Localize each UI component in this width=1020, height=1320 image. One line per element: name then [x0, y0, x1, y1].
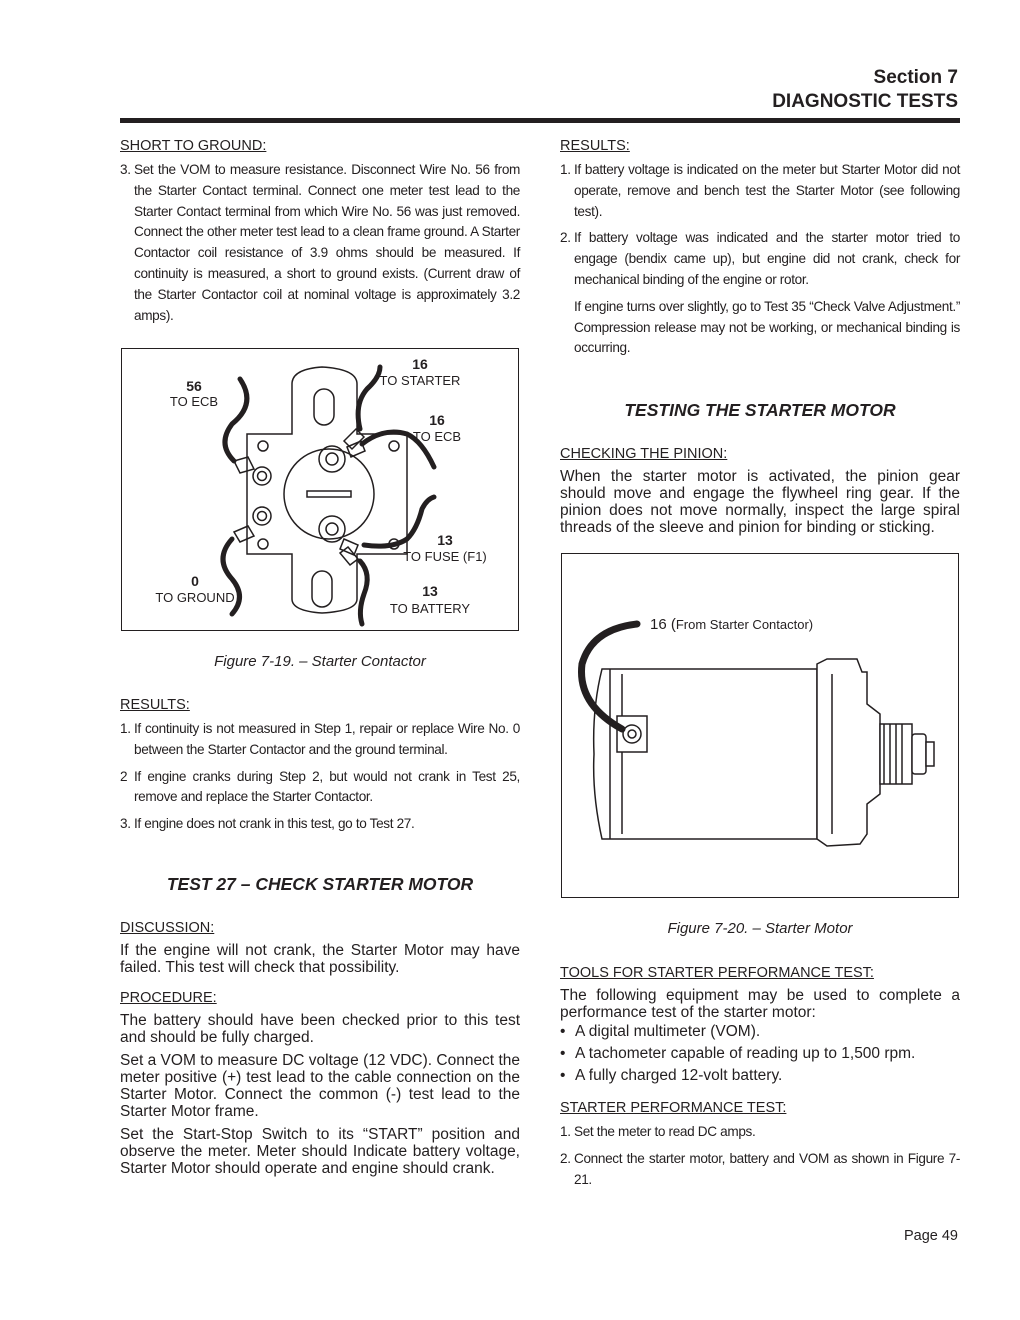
short-to-ground-heading: SHORT TO GROUND: [120, 138, 267, 154]
wire-16-ecb-number: 16 [429, 412, 445, 428]
step-3: 3. Set the VOM to measure resistance. Disconnect Wire No. 56 from the Starter Contact terminal. Connect one meter test lead to the Starter Contact terminal from which Wire No. 56 was just removed. Connect the other meter test lead to a clean frame ground. A Starter Contactor coil resistance of 3.9 ohms should be measured. If continuity is measured, a short to ground exists. (Current draw of the Starter Contactor coil at nominal voltage is approximately 3.2 amps). [120, 162, 520, 323]
wire-0-label: TO GROUND [155, 590, 235, 605]
perf-step-2: 2. Connect the starter motor, battery and VOM as shown in Figure 7-21. [560, 1150, 960, 1187]
result-2: 2. If battery voltage was indicated and the starter motor tried to engage (bendix came up), but engine did not crank, check for mechanical binding of the engine or rotor. [560, 230, 960, 287]
tool-item: • A digital multimeter (VOM). [560, 1023, 761, 1040]
wire-0-number: 0 [191, 573, 199, 589]
wire-13-battery-label: TO BATTERY [389, 601, 471, 616]
result-3: 3. If engine does not crank in this test, go to Test 27. [120, 816, 415, 832]
tool-item: • A tachometer capable of reading up to 1,500 rpm. [560, 1045, 916, 1062]
right-column [560, 138, 960, 359]
pinion-heading: CHECKING THE PINION: [560, 446, 728, 462]
starter-motor-drawing [562, 554, 958, 897]
procedure-para-1: The battery should have been checked prior to this test and should be fully charged. [120, 1012, 520, 1046]
testing-starter-title: TESTING THE STARTER MOTOR [624, 400, 896, 420]
wire-13-battery-number: 13 [422, 583, 438, 599]
figure-starter-contactor [121, 348, 519, 631]
pinion-section [560, 446, 960, 542]
performance-heading: STARTER PERFORMANCE TEST: [560, 1100, 787, 1116]
wire-56-label: TO ECB [169, 394, 219, 409]
header-rule [120, 118, 960, 123]
result-2: 2 If engine cranks during Step 2, but would not crank in Test 25, remove and replace the Starter Contactor. [120, 768, 520, 805]
perf-step-1: 1. Set the meter to read DC amps. [560, 1124, 756, 1139]
procedure-para-2: Set a VOM to measure DC voltage (12 VDC). Connect the meter positive (+) test lead to the cable connection on the Starter Motor. Connect the common (-) test lead to the Starter Motor frame. [120, 1052, 520, 1120]
section-number: Section 7 [873, 67, 958, 88]
wire-16-ecb-label: TO ECB [412, 429, 462, 444]
procedure-para-3: Set the Start-Stop Switch to its “START” position and observe the meter. Meter should Indicate battery voltage, Starter Motor should operate and engine should crank. [120, 1126, 520, 1177]
wire-16-label: 16 ( [650, 616, 676, 633]
discussion-heading: DISCUSSION: [120, 920, 215, 936]
page-number: Page 49 [903, 1228, 958, 1244]
figure-7-20-caption: Figure 7-20. – Starter Motor [667, 920, 853, 937]
left-discussion [120, 920, 520, 1183]
tools-intro: The following equipment may be used to complete a performance test of the starter motor: [560, 987, 960, 1021]
tool-item: • A fully charged 12-volt battery. [560, 1067, 783, 1084]
wire-16-starter-number: 16 [412, 356, 428, 372]
wire-16-starter-label: TO STARTER [379, 373, 461, 388]
starter-contactor-drawing [122, 349, 518, 630]
tools-section [560, 965, 960, 1196]
results-note: If engine turns over slightly, go to Test 35 “Check Valve Adjustment.” Compression release may not be working, or mechanical binding is occurring. [574, 298, 960, 356]
wire-13-fuse-number: 13 [437, 532, 453, 548]
svg-text:16 (From Starter Contactor) [650, 616, 813, 633]
result-1: 1. If battery voltage is indicated on the meter but Starter Motor did not operate, remove and bench test the Starter Motor (see following test). [560, 162, 960, 219]
discussion-text: If the engine will not crank, the Starter Motor may have failed. This test will check that possibility. [120, 942, 520, 976]
wire-13-fuse-label: TO FUSE (F1) [403, 549, 487, 564]
results-heading: RESULTS: [560, 138, 630, 154]
left-column [120, 138, 520, 332]
page-header [772, 66, 958, 114]
test-27-title: TEST 27 – CHECK STARTER MOTOR [166, 874, 474, 894]
tools-heading: TOOLS FOR STARTER PERFORMANCE TEST: [560, 965, 874, 981]
results-heading: RESULTS: [120, 697, 190, 713]
figure-7-19-caption: Figure 7-19. – Starter Contactor [214, 653, 426, 670]
left-results [120, 697, 520, 841]
wire-56-number: 56 [186, 378, 202, 394]
section-title: DIAGNOSTIC TESTS [772, 91, 958, 112]
result-1: 1. If continuity is not measured in Step 1, repair or replace Wire No. 0 between the Starter Contactor and the ground terminal. [120, 721, 520, 757]
pinion-text: When the starter motor is activated, the pinion gear should move and engage the flywheel ring gear. If the pinion does not move normally, inspect the large spiral threads of the sleeve and pinion for binding or sticking. [560, 468, 960, 536]
wire-16-source: From Starter Contactor) [675, 617, 814, 632]
procedure-heading: PROCEDURE: [120, 990, 217, 1006]
figure-starter-motor [561, 553, 959, 898]
